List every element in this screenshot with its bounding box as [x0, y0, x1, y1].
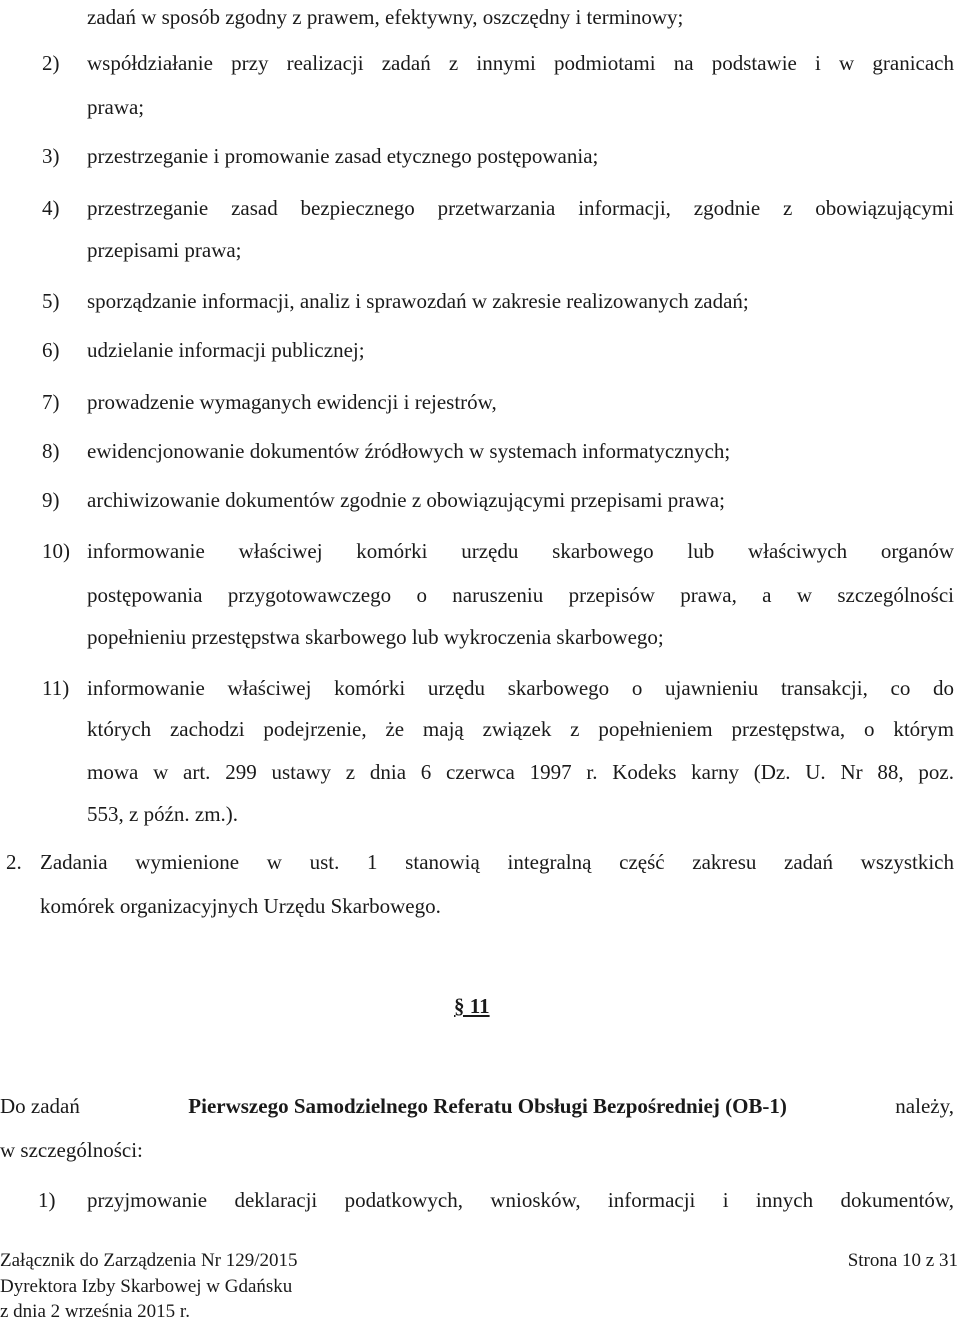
- point-text: komórek organizacyjnych Urzędu Skarbowego.: [40, 894, 441, 918]
- section-heading: § 11: [454, 994, 490, 1018]
- list-item-text: których zachodzi podejrzenie, że mają związek z popełnieniem przestępstwa, o którym: [87, 717, 954, 741]
- list-item-text: prawa;: [87, 95, 145, 119]
- list-item-number: 1): [38, 1188, 56, 1212]
- list-item-number: 11): [42, 676, 70, 700]
- list-item-text: 553, z późn. zm.).: [87, 802, 239, 826]
- footer-authority: Dyrektora Izby Skarbowej w Gdańsku: [0, 1276, 293, 1297]
- list-item-text: przepisami prawa;: [87, 238, 242, 262]
- footer-attachment: Załącznik do Zarządzenia Nr 129/2015: [0, 1250, 298, 1271]
- intro-suffix: należy,: [895, 1094, 954, 1118]
- footer-date: z dnia 2 września 2015 r.: [0, 1301, 190, 1322]
- list-item-number: 3): [42, 144, 60, 168]
- department-name: Pierwszego Samodzielnego Referatu Obsługi Bezpośredniej (OB-1): [188, 1094, 787, 1118]
- list-item-number: 2): [42, 51, 60, 75]
- list-item-number: 6): [42, 338, 60, 362]
- list-item-number: 5): [42, 289, 60, 313]
- list-item-continuation: zadań w sposób zgodny z prawem, efektywny, oszczędny i terminowy;: [87, 5, 684, 29]
- list-item-text: przestrzeganie zasad bezpiecznego przetwarzania informacji, zgodnie z obowiązującymi: [87, 196, 954, 220]
- list-item-text: prowadzenie wymaganych ewidencji i rejestrów,: [87, 390, 497, 414]
- list-item-text: ewidencjonowanie dokumentów źródłowych w systemach informatycznych;: [87, 439, 731, 463]
- intro-prefix: Do zadań: [0, 1094, 80, 1118]
- list-item-text: mowa w art. 299 ustawy z dnia 6 czerwca 1997 r. Kodeks karny (Dz. U. Nr 88, poz.: [87, 760, 954, 784]
- list-item-text: współdziałanie przy realizacji zadań z innymi podmiotami na podstawie i w granicach: [87, 51, 954, 75]
- list-item-number: 9): [42, 488, 60, 512]
- list-item-text: sporządzanie informacji, analiz i sprawozdań w zakresie realizowanych zadań;: [87, 289, 749, 313]
- list-item-text: informowanie właściwej komórki urzędu skarbowego o ujawnieniu transakcji, co do: [87, 676, 954, 700]
- page-number: Strona 10 z 31: [847, 1250, 958, 1271]
- list-item-number: 4): [42, 196, 60, 220]
- intro-paragraph-line2: w szczególności:: [0, 1138, 143, 1162]
- list-item-text: udzielanie informacji publicznej;: [87, 338, 365, 362]
- list-item-text: postępowania przygotowawczego o naruszeniu przepisów prawa, a w szczególności: [87, 583, 954, 607]
- list-item-text: informowanie właściwej komórki urzędu skarbowego lub właściwych organów: [87, 539, 954, 563]
- list-item-number: 10): [42, 539, 70, 563]
- list-item-text: archiwizowanie dokumentów zgodnie z obowiązującymi przepisami prawa;: [87, 488, 725, 512]
- list-item-text: popełnieniu przestępstwa skarbowego lub wykroczenia skarbowego;: [87, 625, 664, 649]
- intro-paragraph: [0, 1093, 954, 1119]
- list-item-text: przyjmowanie deklaracji podatkowych, wniosków, informacji i innych dokumentów,: [87, 1188, 954, 1212]
- point-text: Zadania wymienione w ust. 1 stanowią integralną część zakresu zadań wszystkich: [40, 850, 954, 874]
- list-item-text: przestrzeganie i promowanie zasad etycznego postępowania;: [87, 144, 599, 168]
- point-number: 2.: [6, 850, 22, 874]
- list-item-number: 8): [42, 439, 60, 463]
- list-item-number: 7): [42, 390, 60, 414]
